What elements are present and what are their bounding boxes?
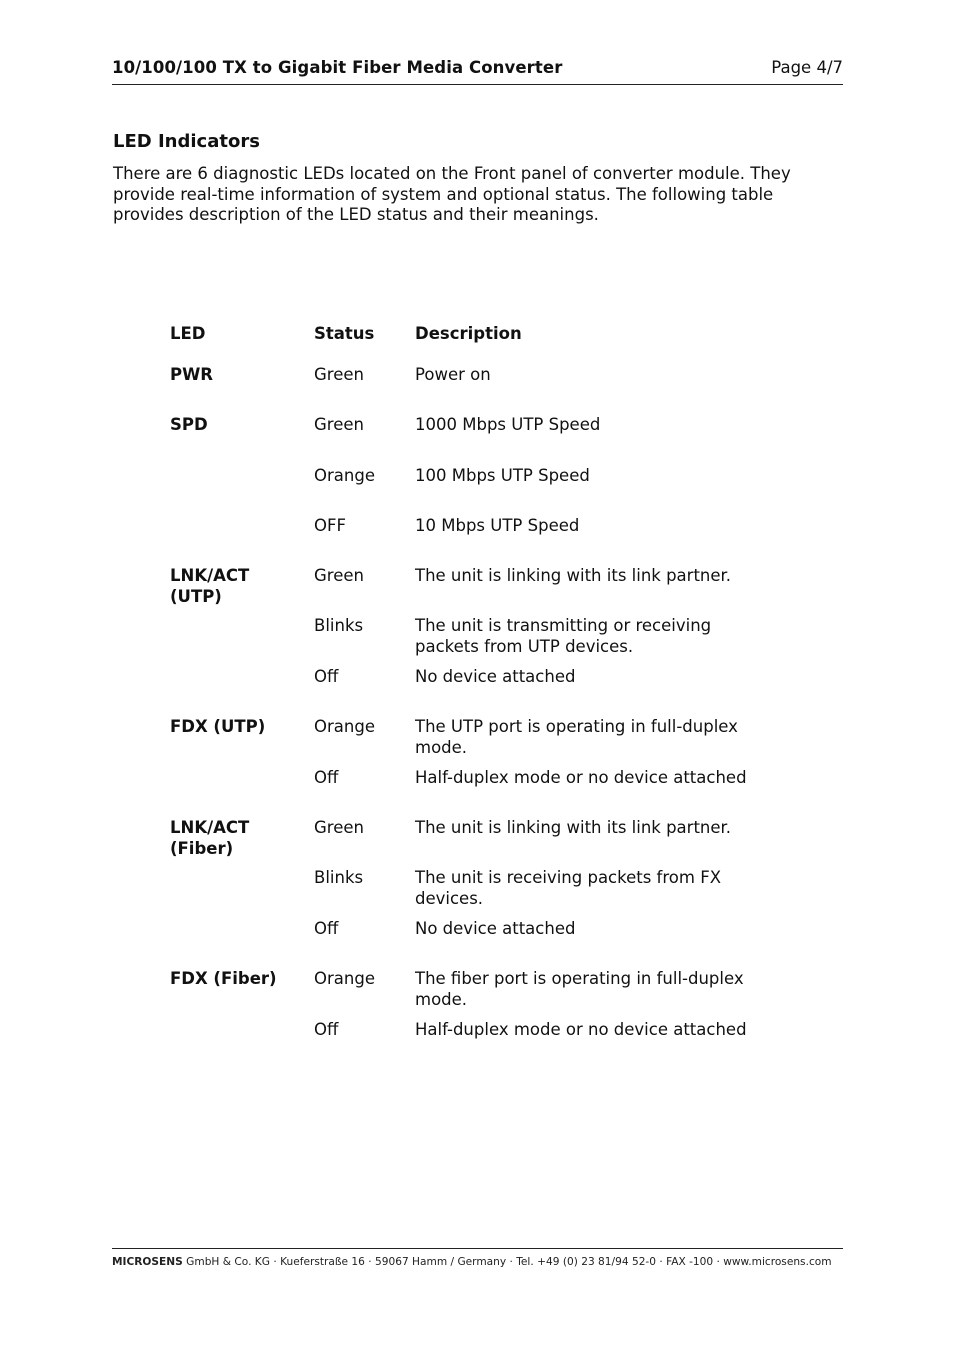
- led-description: Half-duplex mode or no device attached: [415, 768, 747, 787]
- led-status: Blinks: [314, 868, 364, 887]
- led-status: Off: [314, 1020, 339, 1039]
- led-status: Off: [314, 667, 339, 686]
- led-description: Power on: [415, 365, 491, 384]
- led-status: Green: [314, 566, 364, 585]
- document-title: 10/100/100 TX to Gigabit Fiber Media Converter: [112, 58, 563, 77]
- led-name: SPD: [170, 415, 208, 434]
- led-description: The unit is linking with its link partner.: [415, 818, 732, 837]
- page-footer: [112, 1248, 843, 1268]
- led-description: The UTP port is operating in full-duplex mode.: [415, 717, 738, 757]
- header-status: Status: [314, 324, 375, 343]
- led-description: The unit is transmitting or receiving packets from UTP devices.: [415, 616, 712, 656]
- led-name: FDX (UTP): [170, 717, 266, 736]
- footer-brand: MICROSENS: [112, 1256, 183, 1268]
- led-name: PWR: [170, 365, 213, 384]
- led-status: Orange: [314, 969, 375, 988]
- led-description: The fiber port is operating in full-duplex mode.: [415, 969, 744, 1009]
- led-description: The unit is receiving packets from FX devices.: [415, 868, 721, 908]
- led-status: Orange: [314, 466, 375, 485]
- led-status: Orange: [314, 717, 375, 736]
- led-name: FDX (Fiber): [170, 969, 277, 988]
- led-status: Green: [314, 415, 364, 434]
- section-title: LED Indicators: [113, 131, 260, 152]
- led-description: No device attached: [415, 919, 576, 938]
- led-status: Green: [314, 365, 364, 384]
- led-description: 1000 Mbps UTP Speed: [415, 415, 601, 434]
- led-description: 100 Mbps UTP Speed: [415, 466, 590, 485]
- led-description: 10 Mbps UTP Speed: [415, 516, 580, 535]
- header-description: Description: [415, 324, 522, 343]
- page-header: [112, 58, 843, 85]
- led-description: No device attached: [415, 667, 576, 686]
- led-status: OFF: [314, 516, 346, 535]
- led-description: The unit is linking with its link partner.: [415, 566, 732, 585]
- led-status: Green: [314, 818, 364, 837]
- led-status: Blinks: [314, 616, 364, 635]
- led-name: LNK/ACT (Fiber): [170, 818, 250, 858]
- page-number: Page 4/7: [771, 58, 843, 77]
- header-led: LED: [170, 324, 206, 343]
- led-status: Off: [314, 919, 339, 938]
- intro-paragraph: There are 6 diagnostic LEDs located on the Front panel of converter module. They provide real-time information of system and optional status. The following table provides description of the LED status and their meanings.: [113, 164, 791, 224]
- led-status: Off: [314, 768, 339, 787]
- footer-address: GmbH & Co. KG · Kueferstraße 16 · 59067 Hamm / Germany · Tel. +49 (0) 23 81/94 52-0 · FAX -100 · www.microsens.com: [182, 1256, 832, 1268]
- led-description: Half-duplex mode or no device attached: [415, 1020, 747, 1039]
- led-name: LNK/ACT (UTP): [170, 566, 250, 606]
